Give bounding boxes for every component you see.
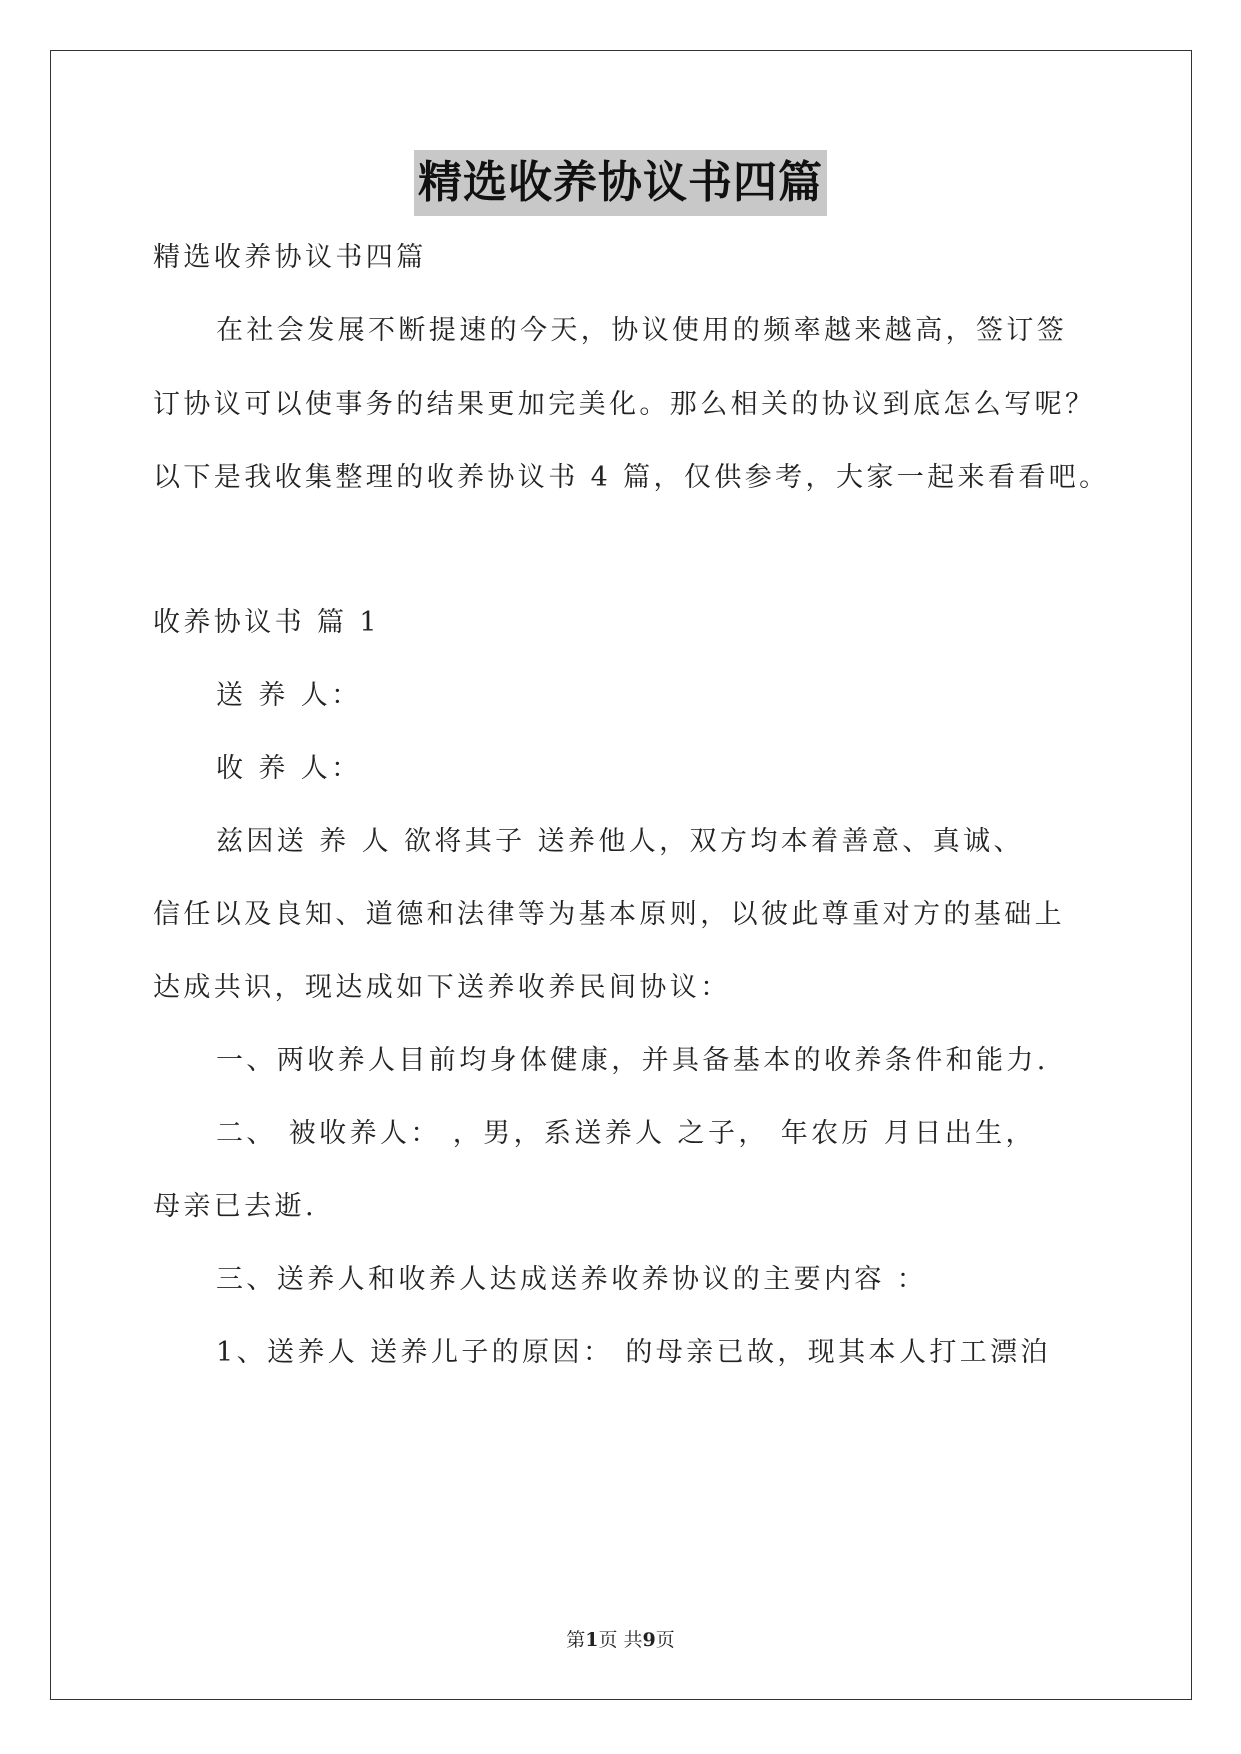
intro-line-3: 以下是我收集整理的收养协议书 4 篇，仅供参考，大家一起来看看吧。 <box>153 462 1110 493</box>
document-subtitle: 精选收养协议书四篇 <box>153 242 427 273</box>
page-border <box>50 50 1192 1700</box>
body-line-1: 兹因送 养 人 欲将其子 送养他人，双方均本着善意、真诚、 <box>216 826 1024 857</box>
intro-line-1: 在社会发展不断提速的今天，协议使用的频率越来越高，签订签 <box>216 315 1068 346</box>
footer-page-total: 9 <box>642 1629 656 1651</box>
document-title: 精选收养协议书四篇 <box>414 150 827 216</box>
body-line-2: 信任以及良知、道德和法律等为基本原则，以彼此尊重对方的基础上 <box>153 899 1065 930</box>
footer-page-suffix: 页 <box>655 1629 675 1651</box>
footer-page-middle: 页 共 <box>598 1629 643 1651</box>
page-footer <box>0 1627 1241 1653</box>
body-line-5: 二、 被收养人： ，男，系送养人 之子， 年农历 月日出生， <box>216 1118 1036 1149</box>
body-line-3: 达成共识，现达成如下送养收养民间协议： <box>153 972 731 1003</box>
intro-line-2: 订协议可以使事务的结果更加完美化。那么相关的协议到底怎么写呢？ <box>153 389 1096 420</box>
footer-page-prefix: 第 <box>566 1629 586 1651</box>
body-line-8: 1、送养人 送养儿子的原因： 的母亲已故，现其本人打工漂泊 <box>216 1337 1051 1368</box>
section-heading: 收养协议书 篇 1 <box>153 607 380 638</box>
footer-page-current: 1 <box>585 1629 599 1651</box>
body-line-4: 一、两收养人目前均身体健康，并具备基本的收养条件和能力. <box>216 1045 1049 1076</box>
title-wrap <box>0 150 1241 216</box>
body-line-6: 母亲已去逝. <box>153 1191 317 1222</box>
party-adopter-line: 收 养 人： <box>216 753 362 784</box>
party-giver-line: 送 养 人： <box>216 680 362 711</box>
body-line-7: 三、送养人和收养人达成送养收养协议的主要内容 ： <box>216 1264 928 1295</box>
